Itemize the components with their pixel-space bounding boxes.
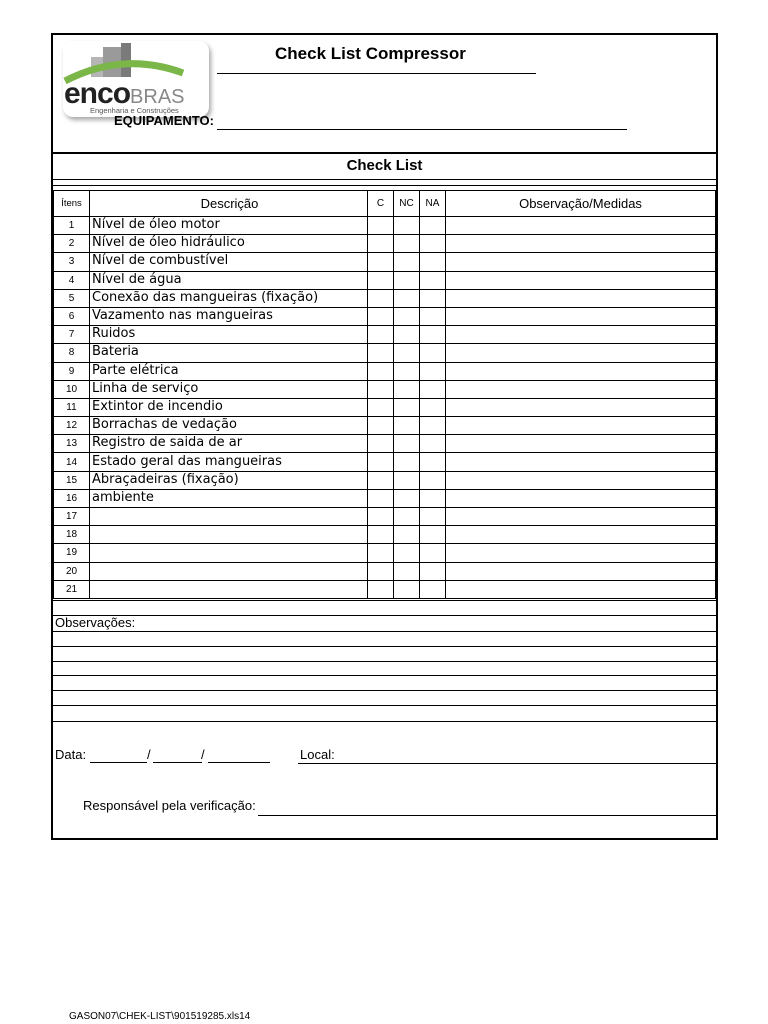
checklist-sheet <box>51 33 718 840</box>
c-checkbox-cell[interactable] <box>368 362 394 380</box>
na-checkbox-cell[interactable] <box>420 307 446 325</box>
item-description <box>90 235 368 253</box>
c-checkbox-cell[interactable] <box>368 435 394 453</box>
item-description <box>90 435 368 453</box>
nc-checkbox-cell[interactable] <box>394 235 420 253</box>
item-description <box>90 326 368 344</box>
item-description <box>90 562 368 580</box>
na-checkbox-cell[interactable] <box>420 362 446 380</box>
c-checkbox-cell[interactable] <box>368 398 394 416</box>
item-number-text: 13 <box>65 438 78 450</box>
item-description <box>90 253 368 271</box>
observation-cell[interactable] <box>446 526 716 544</box>
item-number-text: 11 <box>66 401 77 413</box>
col-description-header: Descrição <box>90 191 368 217</box>
item-description <box>90 307 368 325</box>
observation-cell[interactable] <box>446 417 716 435</box>
item-number-text: 2 <box>68 238 75 250</box>
observation-cell[interactable] <box>446 271 716 289</box>
c-checkbox-cell[interactable] <box>368 289 394 307</box>
observation-line[interactable] <box>53 675 716 676</box>
na-checkbox-cell[interactable] <box>420 453 446 471</box>
item-number-text: 16 <box>65 492 78 504</box>
item-number <box>54 544 90 562</box>
observation-cell[interactable] <box>446 362 716 380</box>
item-description-text: Bateria <box>92 344 139 360</box>
table-row <box>54 307 716 325</box>
observation-cell[interactable] <box>446 253 716 271</box>
item-number <box>54 253 90 271</box>
date-year-field[interactable] <box>208 762 270 763</box>
checklist-table <box>53 190 716 599</box>
item-description <box>90 508 368 526</box>
observation-cell[interactable] <box>446 562 716 580</box>
table-row <box>54 289 716 307</box>
nc-checkbox-cell[interactable] <box>394 326 420 344</box>
table-header-row <box>54 191 716 217</box>
item-description <box>90 417 368 435</box>
nc-checkbox-cell[interactable] <box>394 562 420 580</box>
c-checkbox-cell[interactable] <box>368 380 394 398</box>
na-checkbox-cell[interactable] <box>420 326 446 344</box>
observation-cell[interactable] <box>446 580 716 598</box>
observation-line[interactable] <box>53 721 716 722</box>
item-description-text: Nível de óleo motor <box>92 217 220 233</box>
item-number-text: 19 <box>65 547 78 559</box>
table-row <box>54 580 716 598</box>
observation-cell[interactable] <box>446 544 716 562</box>
title-underline <box>217 73 536 74</box>
table-row <box>54 398 716 416</box>
divider <box>53 179 716 180</box>
item-number-text: 10 <box>65 383 78 395</box>
na-checkbox-cell[interactable] <box>420 380 446 398</box>
col-item-header: Ítens <box>54 191 90 217</box>
observation-cell[interactable] <box>446 435 716 453</box>
date-label: Data: <box>55 747 87 762</box>
item-number <box>54 489 90 507</box>
table-row <box>54 235 716 253</box>
item-number <box>54 417 90 435</box>
c-checkbox-cell[interactable] <box>368 562 394 580</box>
item-number <box>54 562 90 580</box>
local-label: Local: <box>300 747 335 762</box>
c-checkbox-cell[interactable] <box>368 326 394 344</box>
item-number <box>54 235 90 253</box>
equipment-label: EQUIPAMENTO: <box>114 113 214 128</box>
na-checkbox-cell[interactable] <box>420 217 446 235</box>
col-na-header: NA <box>420 191 446 217</box>
item-description-text: Borrachas de vedação <box>92 417 237 433</box>
c-checkbox-cell[interactable] <box>368 235 394 253</box>
c-checkbox-cell[interactable] <box>368 271 394 289</box>
item-description <box>90 271 368 289</box>
table-row <box>54 271 716 289</box>
item-description <box>90 398 368 416</box>
table-row <box>54 508 716 526</box>
c-checkbox-cell[interactable] <box>368 544 394 562</box>
na-checkbox-cell[interactable] <box>420 435 446 453</box>
nc-checkbox-cell[interactable] <box>394 508 420 526</box>
item-number-text: 3 <box>68 256 75 268</box>
divider <box>53 600 716 601</box>
date-day-field[interactable] <box>90 762 147 763</box>
observation-cell[interactable] <box>446 508 716 526</box>
nc-checkbox-cell[interactable] <box>394 344 420 362</box>
item-description-text: Ruidos <box>92 326 136 342</box>
observation-line[interactable] <box>53 646 716 647</box>
observation-cell[interactable] <box>446 380 716 398</box>
nc-checkbox-cell[interactable] <box>394 544 420 562</box>
item-number <box>54 435 90 453</box>
item-number-text: 1 <box>68 220 75 232</box>
observation-cell[interactable] <box>446 471 716 489</box>
item-number <box>54 398 90 416</box>
observation-cell[interactable] <box>446 489 716 507</box>
table-row <box>54 326 716 344</box>
nc-checkbox-cell[interactable] <box>394 398 420 416</box>
date-separator: / <box>201 747 205 762</box>
item-number-text: 20 <box>65 565 78 577</box>
na-checkbox-cell[interactable] <box>420 580 446 598</box>
item-description-text: Extintor de incendio <box>92 398 223 414</box>
table-row <box>54 471 716 489</box>
responsible-label: Responsável pela verificação: <box>83 798 256 813</box>
na-checkbox-cell[interactable] <box>420 489 446 507</box>
observation-cell[interactable] <box>446 235 716 253</box>
item-number <box>54 362 90 380</box>
nc-checkbox-cell[interactable] <box>394 453 420 471</box>
nc-checkbox-cell[interactable] <box>394 362 420 380</box>
item-description-text: Linha de serviço <box>92 380 199 396</box>
item-number <box>54 307 90 325</box>
equipment-field[interactable] <box>217 129 627 130</box>
table-row <box>54 217 716 235</box>
observation-line[interactable] <box>53 661 716 662</box>
item-description-text: Vazamento nas mangueiras <box>92 308 273 324</box>
item-number <box>54 471 90 489</box>
item-description <box>90 580 368 598</box>
nc-checkbox-cell[interactable] <box>394 253 420 271</box>
observation-line[interactable] <box>53 705 716 706</box>
na-checkbox-cell[interactable] <box>420 253 446 271</box>
file-path: GASON07\CHEK-LIST\901519285.xls14 <box>69 1011 251 1022</box>
na-checkbox-cell[interactable] <box>420 471 446 489</box>
nc-checkbox-cell[interactable] <box>394 580 420 598</box>
col-nc-header: NC <box>394 191 420 217</box>
col-observation-header: Observação/Medidas <box>446 191 716 217</box>
observation-line[interactable] <box>53 690 716 691</box>
na-checkbox-cell[interactable] <box>420 526 446 544</box>
nc-checkbox-cell[interactable] <box>394 471 420 489</box>
table-row <box>54 344 716 362</box>
observation-cell[interactable] <box>446 289 716 307</box>
c-checkbox-cell[interactable] <box>368 307 394 325</box>
observations-label: Observações: <box>55 615 136 630</box>
table-row <box>54 544 716 562</box>
table-row <box>54 435 716 453</box>
observation-cell[interactable] <box>446 453 716 471</box>
table-row <box>54 253 716 271</box>
c-checkbox-cell[interactable] <box>368 344 394 362</box>
item-number-text: 15 <box>65 474 78 486</box>
logo-wordmark: encoBRAS <box>64 77 185 110</box>
na-checkbox-cell[interactable] <box>420 398 446 416</box>
item-description <box>90 526 368 544</box>
observation-line[interactable] <box>53 631 716 632</box>
local-field[interactable] <box>298 763 716 764</box>
divider <box>53 185 716 186</box>
table-row <box>54 417 716 435</box>
nc-checkbox-cell[interactable] <box>394 526 420 544</box>
c-checkbox-cell[interactable] <box>368 580 394 598</box>
table-row <box>54 526 716 544</box>
c-checkbox-cell[interactable] <box>368 471 394 489</box>
item-number <box>54 580 90 598</box>
item-description-text: Nível de combustível <box>92 253 229 269</box>
nc-checkbox-cell[interactable] <box>394 271 420 289</box>
item-number <box>54 380 90 398</box>
item-description <box>90 289 368 307</box>
item-description <box>90 217 368 235</box>
item-number <box>54 508 90 526</box>
nc-checkbox-cell[interactable] <box>394 217 420 235</box>
c-checkbox-cell[interactable] <box>368 253 394 271</box>
section-title: Check List <box>346 157 423 174</box>
item-number <box>54 326 90 344</box>
document-title: Check List Compressor <box>275 44 466 63</box>
c-checkbox-cell[interactable] <box>368 217 394 235</box>
na-checkbox-cell[interactable] <box>420 562 446 580</box>
item-description-text: Conexão das mangueiras (fixação) <box>92 289 319 305</box>
table-row <box>54 362 716 380</box>
item-description <box>90 380 368 398</box>
item-number-text: 5 <box>68 292 75 304</box>
na-checkbox-cell[interactable] <box>420 344 446 362</box>
item-description <box>90 544 368 562</box>
na-checkbox-cell[interactable] <box>420 271 446 289</box>
c-checkbox-cell[interactable] <box>368 453 394 471</box>
item-description-text: ambiente <box>92 489 154 505</box>
item-description <box>90 453 368 471</box>
item-number <box>54 526 90 544</box>
table-row <box>54 489 716 507</box>
observation-cell[interactable] <box>446 217 716 235</box>
item-number-text: 21 <box>65 583 78 595</box>
item-number-text: 8 <box>68 347 75 359</box>
nc-checkbox-cell[interactable] <box>394 417 420 435</box>
na-checkbox-cell[interactable] <box>420 544 446 562</box>
date-separator: / <box>147 747 151 762</box>
c-checkbox-cell[interactable] <box>368 417 394 435</box>
item-number <box>54 453 90 471</box>
item-description-text: Parte elétrica <box>92 362 179 378</box>
item-description <box>90 362 368 380</box>
nc-checkbox-cell[interactable] <box>394 489 420 507</box>
na-checkbox-cell[interactable] <box>420 417 446 435</box>
responsible-field[interactable] <box>258 815 716 816</box>
observation-cell[interactable] <box>446 398 716 416</box>
item-description-text: Abraçadeiras (fixação) <box>92 471 239 487</box>
item-number-text: 18 <box>65 529 78 541</box>
item-number-text: 4 <box>68 274 75 286</box>
c-checkbox-cell[interactable] <box>368 526 394 544</box>
item-number-text: 14 <box>65 456 78 468</box>
item-description-text: Nível de óleo hidráulico <box>92 235 245 251</box>
na-checkbox-cell[interactable] <box>420 289 446 307</box>
na-checkbox-cell[interactable] <box>420 235 446 253</box>
divider <box>53 615 716 616</box>
col-c-header: C <box>368 191 394 217</box>
observation-cell[interactable] <box>446 326 716 344</box>
observation-cell[interactable] <box>446 344 716 362</box>
table-row <box>54 562 716 580</box>
company-logo <box>63 41 209 117</box>
observation-cell[interactable] <box>446 307 716 325</box>
item-number-text: 17 <box>65 511 78 523</box>
item-number-text: 9 <box>68 365 75 377</box>
item-number <box>54 217 90 235</box>
nc-checkbox-cell[interactable] <box>394 435 420 453</box>
logo-tagline: Engenharia e Construções <box>90 106 179 115</box>
c-checkbox-cell[interactable] <box>368 489 394 507</box>
nc-checkbox-cell[interactable] <box>394 307 420 325</box>
item-description-text: Estado geral das mangueiras <box>92 453 282 469</box>
item-description <box>90 471 368 489</box>
item-description-text: Nível de água <box>92 271 182 287</box>
table-row <box>54 380 716 398</box>
divider <box>53 152 716 154</box>
item-number <box>54 344 90 362</box>
nc-checkbox-cell[interactable] <box>394 380 420 398</box>
item-description <box>90 489 368 507</box>
item-description-text: Registro de saida de ar <box>92 435 243 451</box>
na-checkbox-cell[interactable] <box>420 508 446 526</box>
c-checkbox-cell[interactable] <box>368 508 394 526</box>
table-row <box>54 453 716 471</box>
item-number <box>54 271 90 289</box>
item-number-text: 12 <box>65 420 78 432</box>
item-description <box>90 344 368 362</box>
item-number-text: 7 <box>68 329 75 341</box>
item-number <box>54 289 90 307</box>
item-number-text: 6 <box>68 311 75 323</box>
nc-checkbox-cell[interactable] <box>394 289 420 307</box>
date-month-field[interactable] <box>153 762 202 763</box>
